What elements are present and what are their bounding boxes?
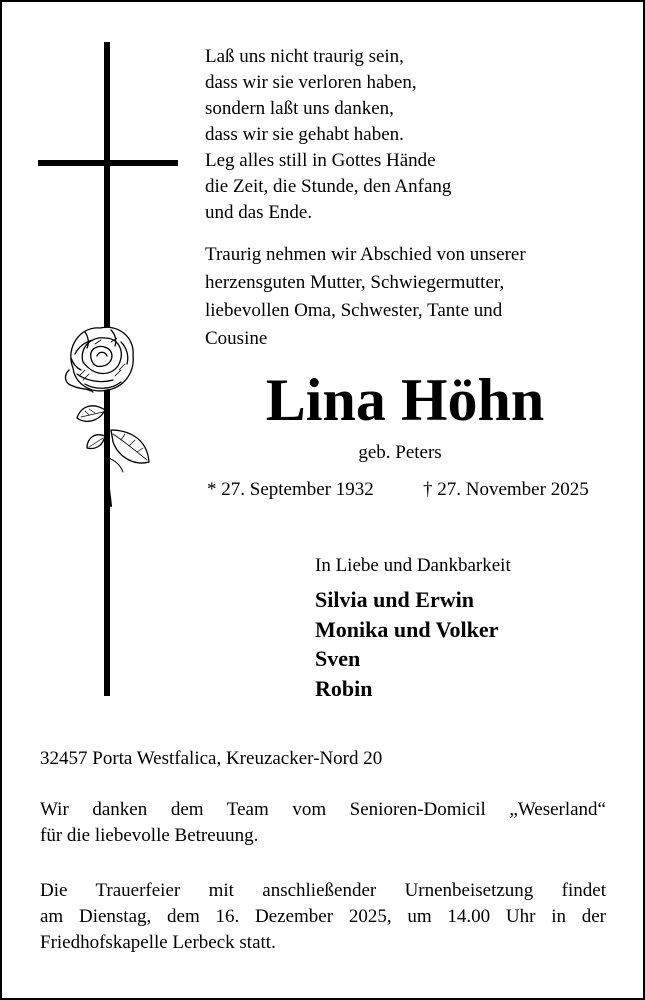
deceased-name: Lina Höhn (265, 367, 545, 433)
intro-line: Traurig nehmen wir Abschied von unserer (205, 244, 526, 265)
poem-line: dass wir sie verloren haben, (205, 72, 417, 93)
address: 32457 Porta Westfalica, Kreuzacker-Nord 20 (40, 748, 383, 769)
death-date: † 27. November 2025 (423, 479, 589, 500)
poem-line: dass wir sie gehabt haben. (205, 124, 404, 145)
intro-line: Cousine (205, 328, 268, 349)
poem-line: Laß uns nicht traurig sein, (205, 46, 404, 67)
thanks-line: für die liebevolle Betreuung. (40, 825, 259, 846)
mourner-name: Sven (315, 646, 361, 671)
intro-line: liebevollen Oma, Schwester, Tante und (205, 300, 503, 321)
mourners-intro: In Liebe und Dankbarkeit (315, 555, 511, 576)
poem-line: sondern laßt uns danken, (205, 98, 394, 119)
service-note (40, 878, 606, 956)
cross-crossbar (38, 160, 178, 166)
service-line: am Dienstag, dem 16. Dezember 2025, um 14.00 Uhr in der (40, 906, 606, 927)
rose-icon (55, 318, 165, 508)
mourner-name: Monika und Volker (315, 616, 499, 642)
thanks-note (40, 797, 606, 849)
poem-line: die Zeit, die Stunde, den Anfang (205, 176, 452, 197)
mourner-name: Silvia und Erwin (315, 587, 474, 612)
farewell-intro (205, 241, 526, 353)
thanks-line: Wir danken dem Team vom Senioren-Domicil „Weserland“ (40, 799, 606, 820)
poem-line: Leg alles still in Gottes Hände (205, 150, 436, 171)
mourner-name: Robin (315, 675, 373, 701)
birth-date: * 27. September 1932 (207, 479, 374, 500)
intro-line: herzensguten Mutter, Schwiegermutter, (205, 272, 505, 293)
poem-line: und das Ende. (205, 202, 313, 223)
mourners-list (315, 585, 498, 703)
poem (205, 44, 451, 226)
service-line: Friedhofskapelle Lerbeck statt. (40, 932, 276, 953)
birth-name: geb. Peters (358, 442, 442, 463)
service-line: Die Trauerfeier mit anschließender Urnenbeisetzung findet (40, 880, 606, 901)
